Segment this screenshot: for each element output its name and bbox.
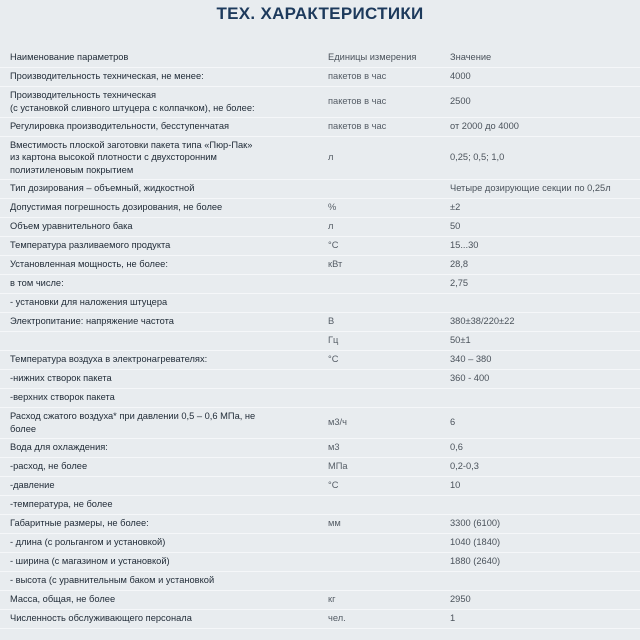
cell-unit: Гц xyxy=(328,331,450,350)
table-row xyxy=(0,552,640,571)
cell-unit: чел. xyxy=(328,609,450,628)
cell-unit: °С xyxy=(328,476,450,495)
cell-unit: л xyxy=(328,217,450,236)
cell-param: Габаритные размеры, не более: xyxy=(0,514,328,533)
cell-unit: пакетов в час xyxy=(328,86,450,117)
cell-param: -температура, не более xyxy=(0,495,328,514)
table-row xyxy=(0,312,640,331)
cell-unit xyxy=(328,571,450,590)
cell-unit: кг xyxy=(328,590,450,609)
table-row xyxy=(0,407,640,438)
table-row xyxy=(0,179,640,198)
header-value: Значение xyxy=(450,48,640,67)
cell-value: 50 xyxy=(450,217,640,236)
cell-value: 360 - 400 xyxy=(450,369,640,388)
cell-unit: МПа xyxy=(328,457,450,476)
cell-param: -расход, не более xyxy=(0,457,328,476)
cell-value xyxy=(450,495,640,514)
table-row xyxy=(0,350,640,369)
cell-param: Производительность техническая, не менее: xyxy=(0,67,328,86)
cell-value: ±2 xyxy=(450,198,640,217)
table-header xyxy=(0,48,640,67)
cell-param: Расход сжатого воздуха* при давлении 0,5 – 0,6 МПа, не более xyxy=(0,407,328,438)
cell-value: 2500 xyxy=(450,86,640,117)
cell-value: 0,25; 0,5; 1,0 xyxy=(450,136,640,179)
cell-value: 1 xyxy=(450,609,640,628)
cell-value: Четыре дозирующие секции по 0,25л xyxy=(450,179,640,198)
table-row xyxy=(0,609,640,628)
cell-param: Допустимая погрешность дозирования, не более xyxy=(0,198,328,217)
cell-value: 0,6 xyxy=(450,438,640,457)
cell-param: Производительность техническая (с установкой сливного штуцера с колпачком), не более: xyxy=(0,86,328,117)
table-row xyxy=(0,117,640,136)
table-row xyxy=(0,476,640,495)
cell-unit: °С xyxy=(328,236,450,255)
table-row xyxy=(0,388,640,407)
header-unit: Единицы измерения xyxy=(328,48,450,67)
table-row xyxy=(0,495,640,514)
table-row xyxy=(0,274,640,293)
cell-param: - длина (с рольгангом и установкой) xyxy=(0,533,328,552)
cell-value: 380±38/220±22 xyxy=(450,312,640,331)
cell-unit xyxy=(328,274,450,293)
table-row xyxy=(0,136,640,179)
cell-param: в том числе: xyxy=(0,274,328,293)
cell-param: -давление xyxy=(0,476,328,495)
table-row xyxy=(0,217,640,236)
cell-param xyxy=(0,331,328,350)
cell-param: Температура воздуха в электронагревателях: xyxy=(0,350,328,369)
table-row xyxy=(0,571,640,590)
header-param: Наименование параметров xyxy=(0,48,328,67)
cell-value xyxy=(450,293,640,312)
cell-value: 15...30 xyxy=(450,236,640,255)
cell-value: 6 xyxy=(450,407,640,438)
table-row xyxy=(0,514,640,533)
cell-value: 0,2-0,3 xyxy=(450,457,640,476)
cell-value: 4000 xyxy=(450,67,640,86)
cell-param: Тип дозирования – объемный, жидкостной xyxy=(0,179,328,198)
cell-param: Температура разливаемого продукта xyxy=(0,236,328,255)
cell-value: 50±1 xyxy=(450,331,640,350)
cell-unit xyxy=(328,552,450,571)
cell-unit: пакетов в час xyxy=(328,67,450,86)
cell-param: Установленная мощность, не более: xyxy=(0,255,328,274)
cell-value: 28,8 xyxy=(450,255,640,274)
cell-value: 340 – 380 xyxy=(450,350,640,369)
cell-param: - ширина (с магазином и установкой) xyxy=(0,552,328,571)
cell-unit: кВт xyxy=(328,255,450,274)
cell-unit xyxy=(328,179,450,198)
cell-value: 2,75 xyxy=(450,274,640,293)
cell-param: Объем уравнительного бака xyxy=(0,217,328,236)
cell-unit: пакетов в час xyxy=(328,117,450,136)
cell-param: - установки для наложения штуцера xyxy=(0,293,328,312)
table-row xyxy=(0,255,640,274)
cell-value: 1040 (1840) xyxy=(450,533,640,552)
cell-unit xyxy=(328,533,450,552)
page-title: ТЕХ. ХАРАКТЕРИСТИКИ xyxy=(216,4,424,23)
cell-unit: м3 xyxy=(328,438,450,457)
cell-param: - высота (с уравнительным баком и установкой xyxy=(0,571,328,590)
cell-value xyxy=(450,571,640,590)
cell-param: -верхних створок пакета xyxy=(0,388,328,407)
cell-unit xyxy=(328,495,450,514)
table-row xyxy=(0,590,640,609)
cell-unit: В xyxy=(328,312,450,331)
table-row xyxy=(0,198,640,217)
table-row xyxy=(0,438,640,457)
cell-param: Вода для охлаждения: xyxy=(0,438,328,457)
cell-param: Регулировка производительности, бесступенчатая xyxy=(0,117,328,136)
table-row xyxy=(0,533,640,552)
cell-value xyxy=(450,388,640,407)
cell-param: Численность обслуживающего персонала xyxy=(0,609,328,628)
cell-unit: °С xyxy=(328,350,450,369)
table-row xyxy=(0,236,640,255)
cell-unit xyxy=(328,369,450,388)
table-row xyxy=(0,293,640,312)
table-row xyxy=(0,67,640,86)
table-row xyxy=(0,369,640,388)
cell-unit xyxy=(328,293,450,312)
table-row xyxy=(0,331,640,350)
cell-unit: л xyxy=(328,136,450,179)
table-row xyxy=(0,86,640,117)
cell-value: от 2000 до 4000 xyxy=(450,117,640,136)
cell-unit xyxy=(328,388,450,407)
cell-value: 3300 (6100) xyxy=(450,514,640,533)
cell-value: 2950 xyxy=(450,590,640,609)
cell-value: 1880 (2640) xyxy=(450,552,640,571)
cell-param: Вместимость плоской заготовки пакета типа «Пюр-Пак» из картона высокой плотности с двухсторонним полиэтиленовым покрытием xyxy=(0,136,328,179)
specs-table xyxy=(0,48,640,629)
table-row xyxy=(0,457,640,476)
cell-unit: мм xyxy=(328,514,450,533)
cell-unit: м3/ч xyxy=(328,407,450,438)
cell-value: 10 xyxy=(450,476,640,495)
cell-param: -нижних створок пакета xyxy=(0,369,328,388)
cell-unit: % xyxy=(328,198,450,217)
cell-param: Электропитание: напряжение частота xyxy=(0,312,328,331)
cell-param: Масса, общая, не более xyxy=(0,590,328,609)
